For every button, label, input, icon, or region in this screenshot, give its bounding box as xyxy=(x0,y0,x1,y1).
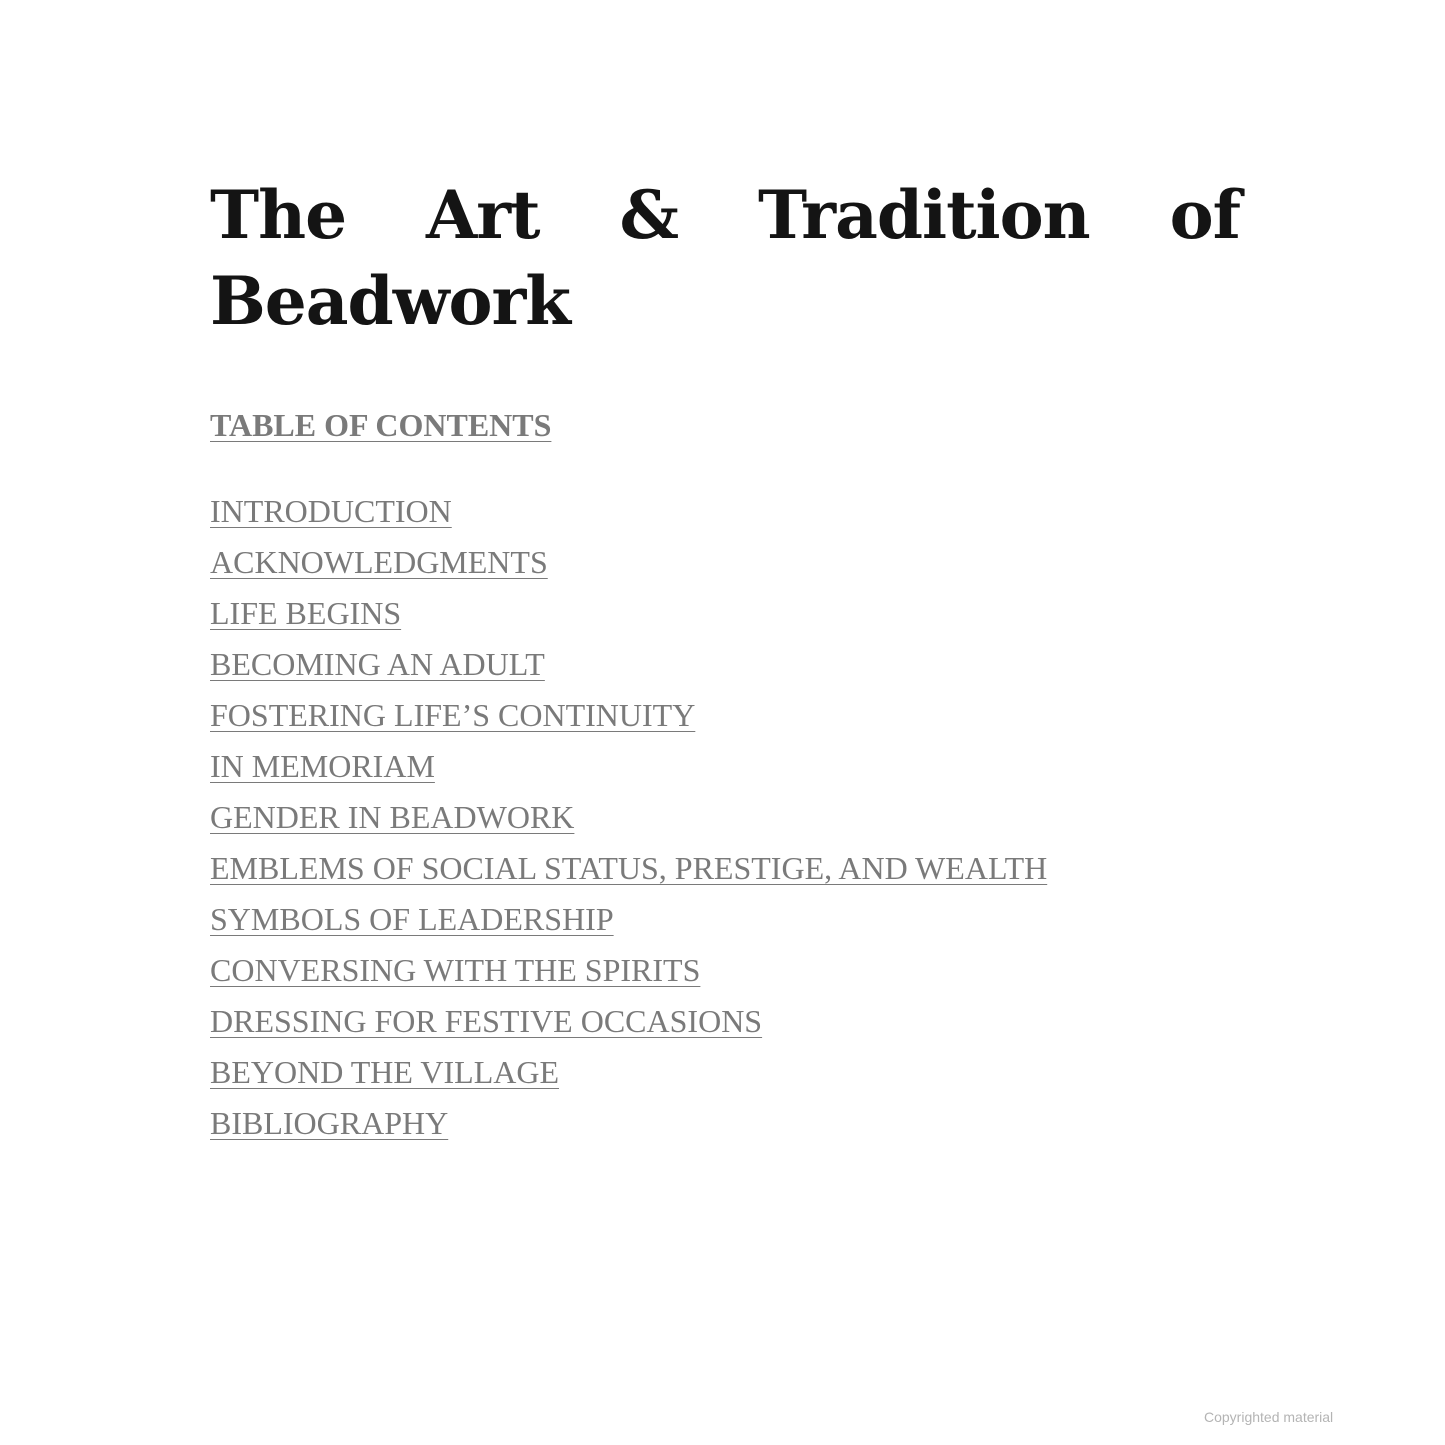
toc-link-bibliography[interactable]: BIBLIOGRAPHY xyxy=(210,1105,449,1141)
toc-heading[interactable]: TABLE OF CONTENTS xyxy=(210,407,552,443)
toc-item-dressing-for-festive-occasions xyxy=(210,996,1047,1047)
toc-link-life-begins[interactable]: LIFE BEGINS xyxy=(210,595,402,631)
toc-link-gender-in-beadwork[interactable]: GENDER IN BEADWORK xyxy=(210,799,575,835)
toc-link-in-memoriam[interactable]: IN MEMORIAM xyxy=(210,748,435,784)
toc-item-introduction xyxy=(210,486,1047,537)
toc-link-dressing-for-festive-occasions[interactable]: DRESSING FOR FESTIVE OCCASIONS xyxy=(210,1003,763,1039)
toc-link-fostering-lifes-continuity[interactable]: FOSTERING LIFE’S CONTINUITY xyxy=(210,697,696,733)
toc-item-acknowledgments xyxy=(210,537,1047,588)
toc-item-gender-in-beadwork xyxy=(210,792,1047,843)
toc-item-beyond-the-village xyxy=(210,1047,1047,1098)
table-of-contents xyxy=(210,404,1047,1149)
toc-link-introduction[interactable]: INTRODUCTION xyxy=(210,493,452,529)
toc-item-becoming-an-adult xyxy=(210,639,1047,690)
copyright-notice: Copyrighted material xyxy=(1204,1409,1334,1425)
toc-item-bibliography xyxy=(210,1098,1047,1149)
book-title: The Art & Tradition of Beadwork xyxy=(210,176,1240,340)
toc-link-becoming-an-adult[interactable]: BECOMING AN ADULT xyxy=(210,646,545,682)
toc-item-conversing-with-the-spirits xyxy=(210,945,1047,996)
toc-item-in-memoriam xyxy=(210,741,1047,792)
toc-item-life-begins xyxy=(210,588,1047,639)
toc-item-emblems-of-social-status xyxy=(210,843,1047,894)
toc-link-acknowledgments[interactable]: ACKNOWLEDGMENTS xyxy=(210,544,548,580)
toc-link-beyond-the-village[interactable]: BEYOND THE VILLAGE xyxy=(210,1054,559,1090)
toc-list xyxy=(210,486,1047,1149)
toc-link-conversing-with-the-spirits[interactable]: CONVERSING WITH THE SPIRITS xyxy=(210,952,701,988)
toc-item-fostering-lifes-continuity xyxy=(210,690,1047,741)
toc-item-symbols-of-leadership xyxy=(210,894,1047,945)
toc-link-symbols-of-leadership[interactable]: SYMBOLS OF LEADERSHIP xyxy=(210,901,614,937)
toc-link-emblems-of-social-status[interactable]: EMBLEMS OF SOCIAL STATUS, PRESTIGE, AND WEALTH xyxy=(210,850,1048,886)
